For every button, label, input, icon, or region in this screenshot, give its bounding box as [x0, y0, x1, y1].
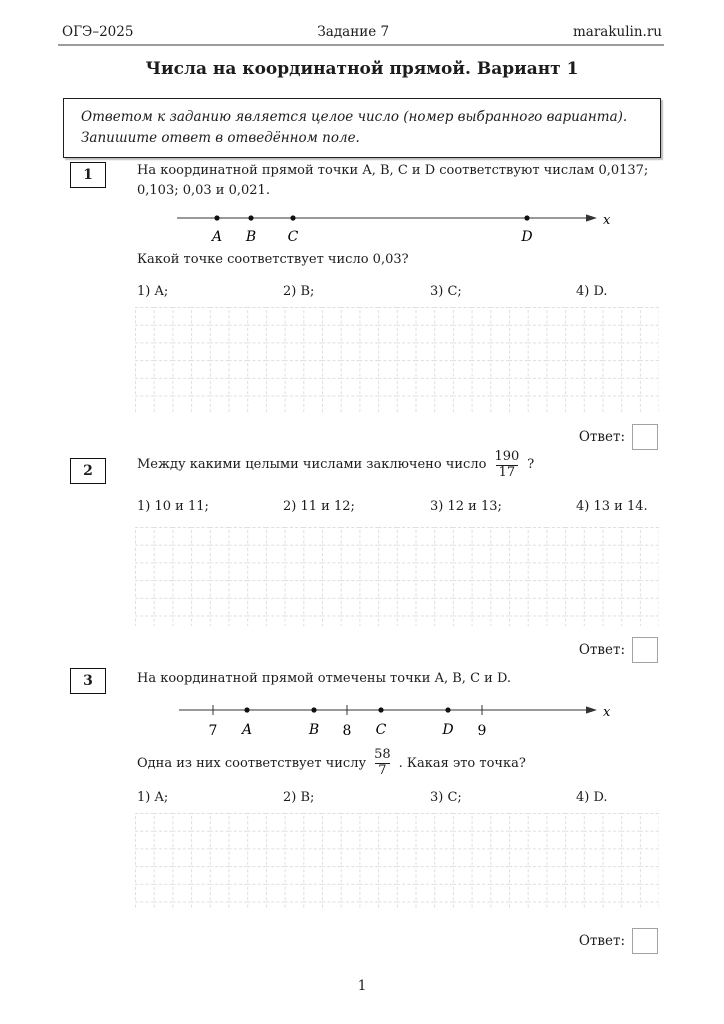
- answer-row-3: [579, 928, 658, 954]
- point-dot-d: [524, 215, 529, 220]
- point-dot-d: [445, 707, 450, 712]
- fraction: [491, 450, 522, 481]
- point-label-a: A: [211, 229, 223, 245]
- problem-2-text-after: ?: [527, 457, 535, 473]
- answer-label: Ответ:: [578, 642, 625, 658]
- answer-row-2: [579, 637, 658, 663]
- answer-box-2[interactable]: [632, 637, 658, 663]
- site-label: marakulin.ru: [572, 24, 662, 40]
- task-label: Задание 7: [317, 24, 390, 40]
- point-dot-a: [244, 707, 249, 712]
- point-label-c: C: [287, 229, 299, 245]
- axis-arrow-icon: [586, 214, 597, 221]
- tick-label-9: 9: [477, 723, 487, 739]
- fraction-denominator: 17: [496, 465, 519, 481]
- answer-label: Ответ:: [578, 933, 625, 949]
- notice-box: [63, 98, 661, 158]
- fraction-numerator: 58: [374, 747, 391, 762]
- point-label-c: C: [375, 722, 387, 738]
- work-grid-3: [135, 813, 659, 910]
- option-item: 1) A;: [137, 790, 169, 805]
- problem-2-text-before: Между какими целыми числами заключено число: [137, 457, 487, 473]
- axis-arrow-icon: [586, 706, 597, 713]
- point-dot-c: [378, 707, 383, 712]
- problem-1-question: Какой точке соответствует число 0,03?: [137, 252, 409, 267]
- problem-1-text: На координатной прямой точки A, B, C и D соответствуют числам 0,0137; 0,103; 0,03 и 0,021.: [137, 163, 649, 199]
- option-item: 4) D.: [576, 790, 608, 805]
- problem-3-text: На координатной прямой отмечены точки A, B, C и D.: [137, 671, 512, 686]
- point-label-b: B: [245, 229, 257, 245]
- fraction-denominator: 7: [375, 763, 389, 779]
- problem-1-options: [137, 284, 662, 299]
- axis-label: x: [603, 213, 611, 228]
- problem-1-number-box: [70, 162, 106, 188]
- option-item: 4) 13 и 14.: [576, 499, 648, 514]
- problem-3-question: [137, 748, 661, 779]
- point-dot-b: [311, 707, 316, 712]
- point-label-d: D: [521, 229, 533, 245]
- page-title: Числа на координатной прямой. Вариант 1: [145, 59, 579, 79]
- answer-box-3[interactable]: [632, 928, 658, 954]
- point-dot-a: [214, 215, 219, 220]
- fraction-numerator: 190: [494, 449, 520, 464]
- point-label-b: B: [308, 722, 320, 738]
- option-item: 1) 10 и 11;: [137, 499, 209, 514]
- problem-3-question-after: . Какая это точка?: [398, 755, 526, 771]
- page-header: [62, 24, 662, 40]
- option-item: 2) B;: [283, 284, 315, 299]
- option-item: 3) C;: [430, 284, 462, 299]
- point-label-a: A: [241, 722, 253, 738]
- answer-label: Ответ:: [578, 429, 625, 445]
- problem-3-number: 3: [83, 673, 93, 689]
- problem-2-options: [137, 499, 662, 514]
- answer-row-1: [579, 424, 658, 450]
- problem-3-options: [137, 790, 662, 805]
- number-line-3: [137, 698, 660, 742]
- work-grid-2: [135, 527, 659, 626]
- option-item: 2) 11 и 12;: [283, 499, 355, 514]
- point-dot-c: [290, 215, 295, 220]
- page-number: 1: [357, 978, 367, 994]
- header-rule: [58, 44, 664, 46]
- option-item: 2) B;: [283, 790, 315, 805]
- point-label-d: D: [442, 722, 454, 738]
- problem-1-number: 1: [83, 167, 93, 183]
- problem-2-number-box: [70, 458, 106, 484]
- fraction: [371, 748, 394, 779]
- notice-text: Ответом к заданию является целое число (номер выбранного варианта). Запишите ответ в отведённом поле.: [81, 109, 628, 146]
- option-item: 1) A;: [137, 284, 169, 299]
- option-item: 4) D.: [576, 284, 608, 299]
- problem-3-number-box: [70, 668, 106, 694]
- point-dot-b: [248, 215, 253, 220]
- answer-box-1[interactable]: [632, 424, 658, 450]
- option-item: 3) 12 и 13;: [430, 499, 502, 514]
- problem-2-text: [137, 450, 661, 481]
- problem-3-question-before: Одна из них соответствует числу: [137, 755, 367, 771]
- axis-label: x: [603, 705, 611, 720]
- exam-label: ОГЭ–2025: [62, 24, 134, 40]
- tick-label-7: 7: [208, 723, 218, 739]
- problem-2-number: 2: [83, 463, 93, 479]
- option-item: 3) C;: [430, 790, 462, 805]
- number-line-1: [137, 206, 660, 246]
- tick-label-8: 8: [342, 723, 352, 739]
- work-grid-1: [135, 307, 659, 413]
